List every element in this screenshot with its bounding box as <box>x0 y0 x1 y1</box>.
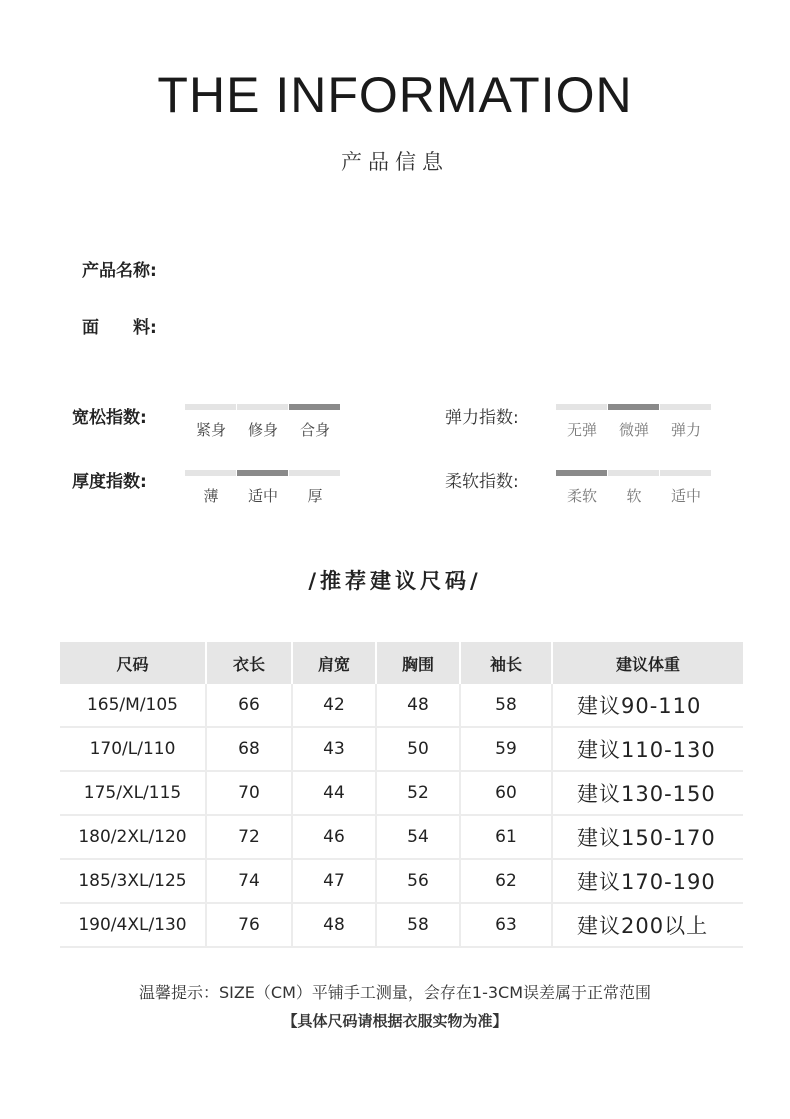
softness-option-1: 柔软 <box>566 487 597 505</box>
cell-shoulder: 48 <box>292 903 376 947</box>
size-table <box>60 642 743 948</box>
elasticity-bar-2 <box>608 404 659 410</box>
table-row <box>60 684 743 727</box>
size-section-title: /推荐建议尺码/ <box>308 569 482 593</box>
cell-size: 185/3XL/125 <box>60 859 206 903</box>
fabric-label-a: 面 <box>82 318 99 338</box>
elasticity-scale <box>556 404 712 444</box>
cell-sleeve: 62 <box>460 859 552 903</box>
elasticity-option-1: 无弹 <box>566 421 597 439</box>
thickness-option-3: 厚 <box>307 487 323 505</box>
softness-bar-1 <box>556 470 607 476</box>
size-table-header-row <box>60 642 743 684</box>
header-sleeve: 袖长 <box>460 642 552 684</box>
thickness-bar-2 <box>237 470 288 476</box>
cell-chest: 48 <box>376 684 460 727</box>
thickness-option-1: 薄 <box>203 487 219 505</box>
cell-shoulder: 43 <box>292 727 376 771</box>
cell-shoulder: 47 <box>292 859 376 903</box>
cell-weight: 建议150-170 <box>552 815 743 859</box>
header-shoulder: 肩宽 <box>292 642 376 684</box>
cell-sleeve: 63 <box>460 903 552 947</box>
table-row <box>60 727 743 771</box>
elasticity-bar-1 <box>556 404 607 410</box>
fabric-label <box>82 313 157 338</box>
elasticity-option-2: 微弹 <box>618 421 649 439</box>
softness-bar-3 <box>660 470 711 476</box>
measurement-tip: 温馨提示：SIZE（CM）平铺手工测量，会存在1-3CM误差属于正常范围 <box>138 983 652 1002</box>
cell-chest: 52 <box>376 771 460 815</box>
header-length: 衣长 <box>206 642 292 684</box>
looseness-option-3: 合身 <box>299 421 330 439</box>
cell-chest: 54 <box>376 815 460 859</box>
softness-option-2: 软 <box>626 487 642 505</box>
header-size: 尺码 <box>60 642 206 684</box>
cell-sleeve: 58 <box>460 684 552 727</box>
elasticity-bar-3 <box>660 404 711 410</box>
softness-index-label: 柔软指数: <box>445 472 519 492</box>
cell-size: 165/M/105 <box>60 684 206 727</box>
looseness-bar-2 <box>237 404 288 410</box>
cell-weight: 建议110-130 <box>552 727 743 771</box>
thickness-index-label: 厚度指数: <box>72 472 147 492</box>
cell-sleeve: 60 <box>460 771 552 815</box>
cell-size: 190/4XL/130 <box>60 903 206 947</box>
cell-weight: 建议130-150 <box>552 771 743 815</box>
page-title: THE INFORMATION <box>157 67 633 123</box>
cell-length: 72 <box>206 815 292 859</box>
header-chest: 胸围 <box>376 642 460 684</box>
cell-chest: 50 <box>376 727 460 771</box>
looseness-scale <box>185 404 341 444</box>
cell-shoulder: 46 <box>292 815 376 859</box>
cell-length: 68 <box>206 727 292 771</box>
looseness-option-1: 紧身 <box>195 421 226 439</box>
page-subtitle: 产品信息 <box>341 150 449 174</box>
fabric-label-b: 料: <box>133 318 157 338</box>
cell-size: 175/XL/115 <box>60 771 206 815</box>
looseness-option-2: 修身 <box>247 421 278 439</box>
cell-sleeve: 61 <box>460 815 552 859</box>
cell-length: 74 <box>206 859 292 903</box>
cell-chest: 56 <box>376 859 460 903</box>
cell-chest: 58 <box>376 903 460 947</box>
cell-shoulder: 44 <box>292 771 376 815</box>
cell-weight: 建议200以上 <box>552 903 743 947</box>
looseness-index-label: 宽松指数: <box>72 408 147 428</box>
cell-weight: 建议170-190 <box>552 859 743 903</box>
product-name-label: 产品名称: <box>82 261 157 281</box>
looseness-bar-3 <box>289 404 340 410</box>
looseness-bar-1 <box>185 404 236 410</box>
table-row <box>60 815 743 859</box>
header-weight: 建议体重 <box>552 642 743 684</box>
cell-length: 66 <box>206 684 292 727</box>
elasticity-index-label: 弹力指数: <box>445 408 519 428</box>
softness-option-3: 适中 <box>670 487 701 505</box>
size-basis-note: 【具体尺码请根据衣服实物为准】 <box>282 1012 508 1030</box>
cell-weight: 建议90-110 <box>552 684 743 727</box>
cell-shoulder: 42 <box>292 684 376 727</box>
thickness-scale <box>185 470 341 510</box>
softness-bar-2 <box>608 470 659 476</box>
table-row <box>60 771 743 815</box>
thickness-option-2: 适中 <box>247 487 278 505</box>
cell-length: 70 <box>206 771 292 815</box>
table-row <box>60 859 743 903</box>
cell-length: 76 <box>206 903 292 947</box>
cell-sleeve: 59 <box>460 727 552 771</box>
elasticity-option-3: 弹力 <box>670 421 701 439</box>
softness-scale <box>556 470 712 510</box>
thickness-bar-1 <box>185 470 236 476</box>
table-row <box>60 903 743 947</box>
cell-size: 170/L/110 <box>60 727 206 771</box>
cell-size: 180/2XL/120 <box>60 815 206 859</box>
thickness-bar-3 <box>289 470 340 476</box>
